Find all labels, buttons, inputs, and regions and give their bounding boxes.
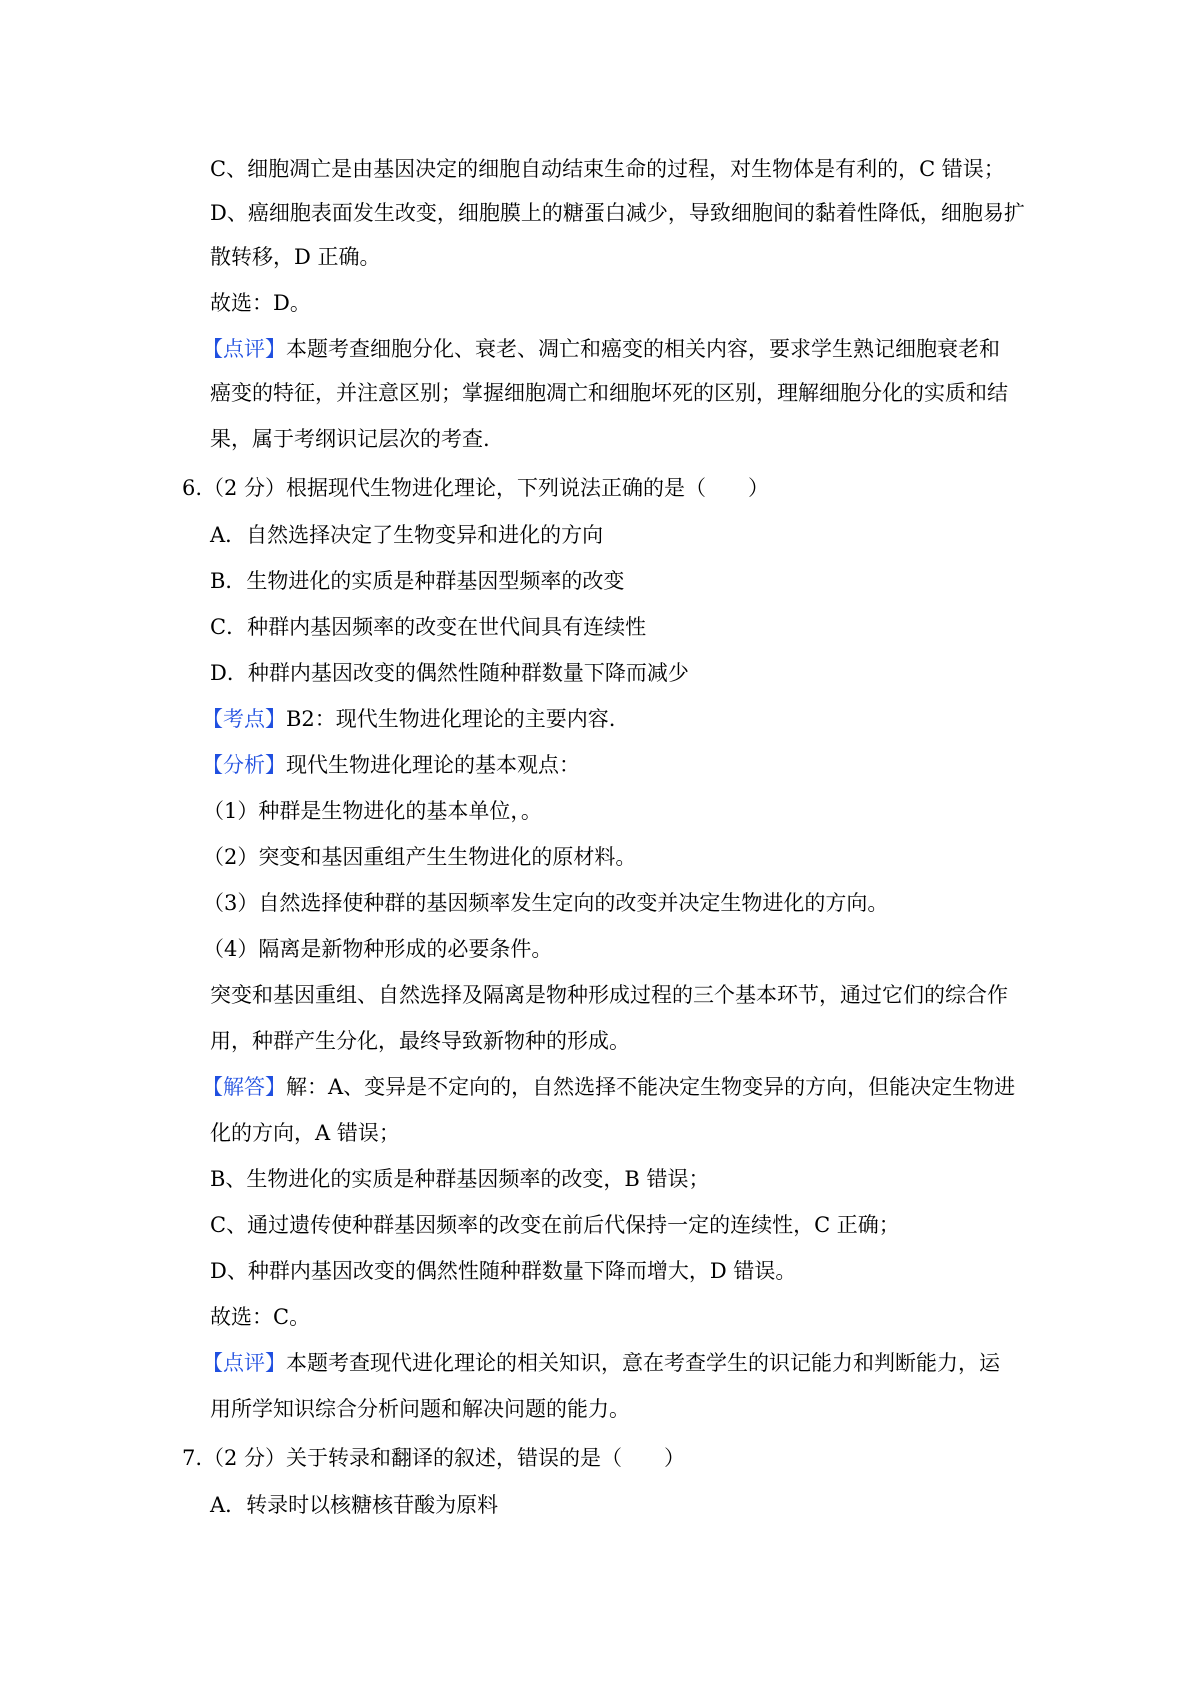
q6-jieda-c: C、通过遗传使种群基因频率的改变在前后代保持一定的连续性，C 正确；: [210, 1213, 900, 1237]
q5-option-c-analysis: C、细胞凋亡是由基因决定的细胞自动结束生命的过程，对生物体是有利的，C 错误；: [210, 157, 1005, 181]
q6-comment-line2: 用所学知识综合分析问题和解决问题的能力。: [210, 1397, 630, 1421]
q6-summary-line1: 突变和基因重组、自然选择及隔离是物种形成过程的三个基本环节，通过它们的综合作: [210, 983, 1008, 1007]
q7-stem: （2 分）关于转录和翻译的叙述，错误的是（ ）: [203, 1446, 686, 1470]
q7-option-a: A．转录时以核糖核苷酸为原料: [210, 1493, 499, 1517]
comment-tag: 【点评】: [202, 337, 286, 361]
q7-number: 7.: [182, 1446, 203, 1470]
q6-summary-line2: 用，种群产生分化，最终导致新物种的形成。: [210, 1029, 630, 1053]
q6-option-a: A．自然选择决定了生物变异和进化的方向: [210, 523, 604, 547]
q5-comment-line3: 果，属于考纲识记层次的考查.: [210, 427, 490, 451]
jieda-text: 解：A、变异是不定向的，自然选择不能决定生物变异的方向，但能决定生物进: [286, 1075, 1016, 1099]
q6-point-4: （4）隔离是新物种形成的必要条件。: [203, 937, 553, 961]
fenxi-text: 现代生物进化理论的基本观点：: [286, 753, 580, 777]
q5-option-d-analysis-line1: D、癌细胞表面发生改变，细胞膜上的糖蛋白减少，导致细胞间的黏着性降低，细胞易扩: [210, 201, 1025, 225]
q6-point-1: （1）种群是生物进化的基本单位，。: [203, 799, 542, 823]
kaodian-text: B2：现代生物进化理论的主要内容.: [286, 707, 616, 731]
kaodian-tag: 【考点】: [202, 707, 286, 731]
q5-comment-line2: 癌变的特征，并注意区别；掌握细胞凋亡和细胞坏死的区别，理解细胞分化的实质和结: [210, 381, 1008, 405]
q6-kaodian: [202, 704, 616, 734]
q6-comment-line1: [202, 1348, 1000, 1378]
q6-option-b: B．生物进化的实质是种群基因型频率的改变: [210, 569, 625, 593]
q5-option-d-analysis-line2: 散转移，D 正确。: [210, 245, 381, 269]
q6-jieda-d: D、种群内基因改变的偶然性随种群数量下降而增大，D 错误。: [210, 1259, 797, 1283]
q6-jieda-b: B、生物进化的实质是种群基因频率的改变，B 错误；: [210, 1167, 710, 1191]
q6-stem: （2 分）根据现代生物进化理论，下列说法正确的是（ ）: [203, 476, 770, 500]
q5-comment-line1: [202, 334, 1000, 364]
q6-answer: 故选：C。: [210, 1305, 311, 1329]
q6-jieda-line2: 化的方向，A 错误；: [210, 1121, 400, 1145]
fenxi-tag: 【分析】: [202, 753, 286, 777]
q5-answer: 故选：D。: [210, 291, 311, 315]
q6-point-2: （2）突变和基因重组产生生物进化的原材料。: [203, 845, 637, 869]
comment-tag: 【点评】: [202, 1351, 286, 1375]
q6-option-d: D．种群内基因改变的偶然性随种群数量下降而减少: [210, 661, 689, 685]
comment-text: 本题考查细胞分化、衰老、凋亡和癌变的相关内容，要求学生熟记细胞衰老和: [286, 337, 1000, 361]
q6-point-3: （3）自然选择使种群的基因频率发生定向的改变并决定生物进化的方向。: [203, 891, 889, 915]
q6-jieda-line1: [202, 1072, 1016, 1102]
comment-text: 本题考查现代进化理论的相关知识，意在考查学生的识记能力和判断能力，运: [286, 1351, 1000, 1375]
jieda-tag: 【解答】: [202, 1075, 286, 1099]
q6-option-c: C．种群内基因频率的改变在世代间具有连续性: [210, 615, 647, 639]
q6-number: 6.: [182, 476, 203, 500]
q6-fenxi: [202, 750, 580, 780]
